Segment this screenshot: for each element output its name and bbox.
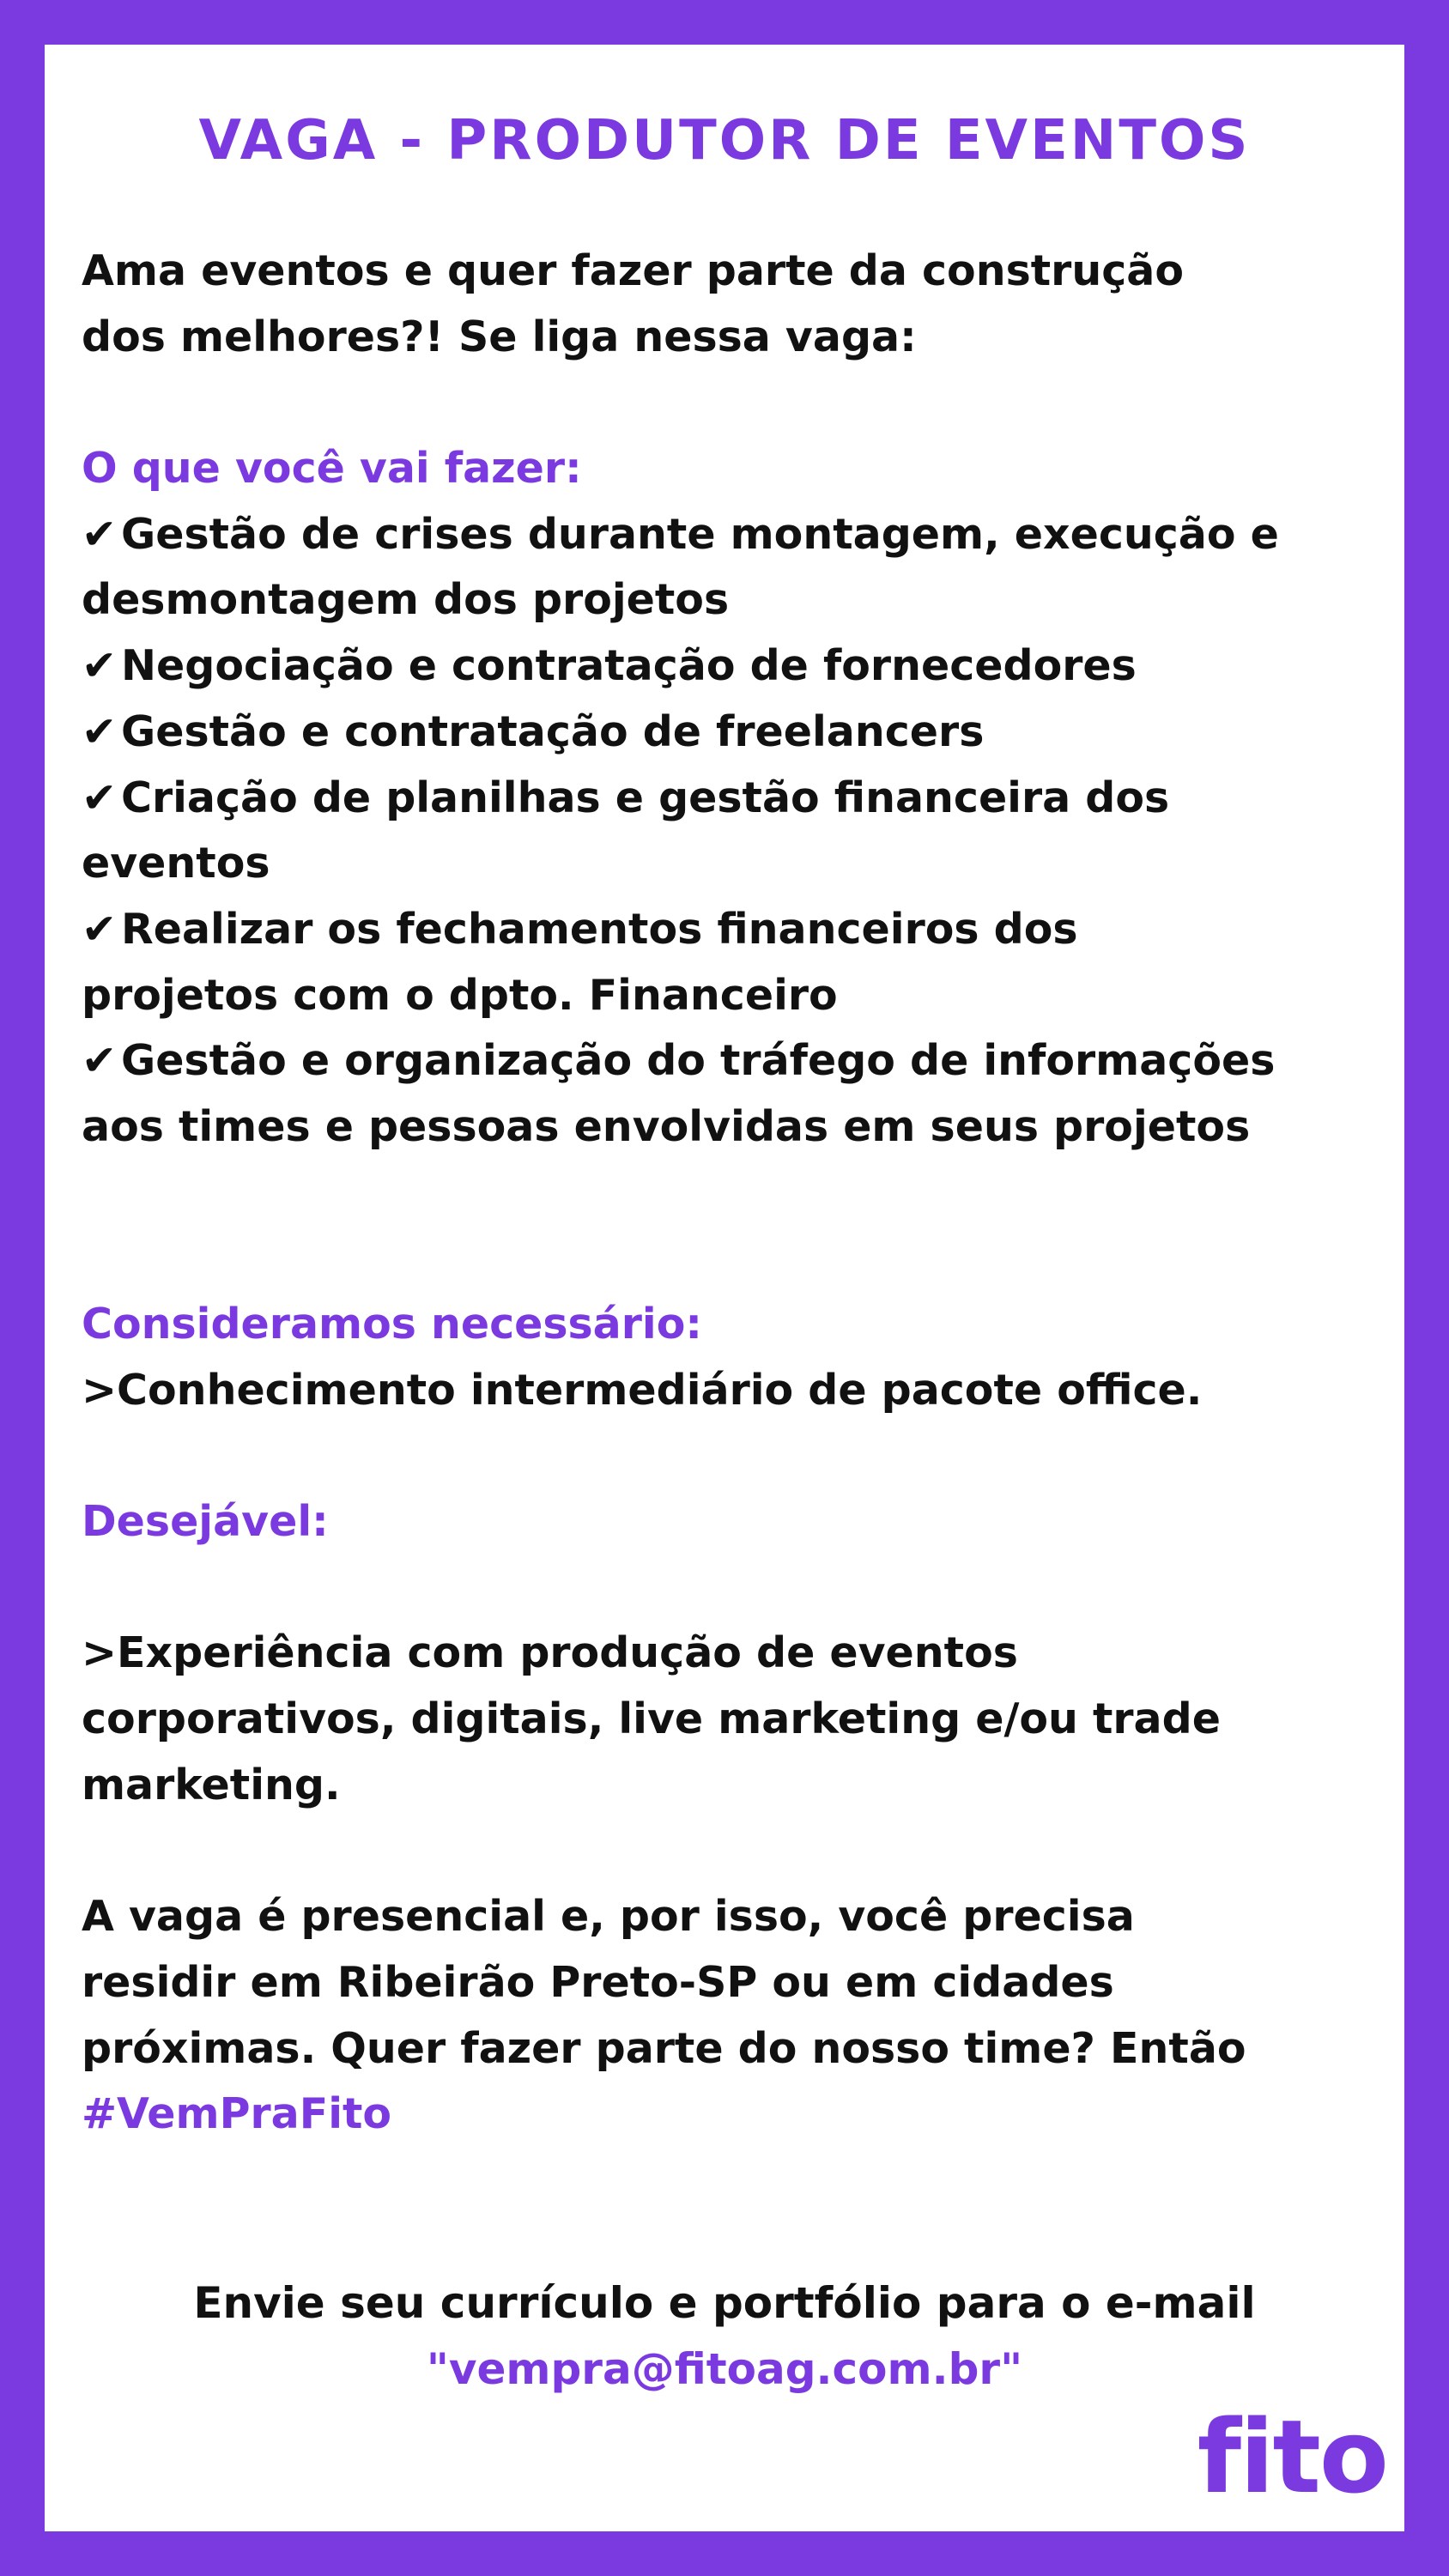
checkmark-icon: ✔ [82,641,118,691]
closing-line-1: A vaga é presencial e, por isso, você precisa [82,1892,1135,1942]
checkmark-icon: ✔ [82,509,118,559]
desirable-line-2: corporativos, digitais, live marketing e/ou trade [82,1694,1221,1744]
required-item: >Conhecimento intermediário de pacote office. [82,1365,1203,1415]
task-text: Negociação e contratação de fornecedores [121,641,1137,691]
task-text: Gestão de crises durante montagem, execução e [121,509,1279,559]
fito-logo: fito [1197,2397,1387,2516]
task-item [82,1028,1386,1094]
task-item-continued: desmontagem dos projetos [82,575,730,625]
closing-line-2: residir em Ribeirão Preto-SP ou em cidades [82,1957,1114,2007]
task-item-continued: eventos [82,839,270,888]
spacer [82,1555,1386,1621]
task-item-continued: aos times e pessoas envolvidas em seus projetos [82,1101,1251,1151]
closing-line-3: próximas. Quer fazer parte do nosso time? Então [82,2023,1246,2073]
task-item [82,897,1386,963]
checkmark-icon: ✔ [82,706,118,756]
task-item [82,502,1386,568]
spacer [82,1423,1386,1489]
spacer [82,1161,1386,1227]
checkmark-icon: ✔ [82,773,118,822]
contact-email[interactable]: "vempra@fitoag.com.br" [426,2343,1023,2394]
checkmark-icon: ✔ [82,1036,118,1086]
task-item [82,766,1386,832]
section-heading-desirable: Desejável: [82,1497,329,1547]
hashtag: #VemPraFito [82,2089,392,2139]
desirable-line-3: marketing. [82,1760,341,1809]
task-text: Gestão e contratação de freelancers [121,706,985,756]
intro-line-2: dos melhores?! Se liga nessa vaga: [82,312,917,361]
task-item-continued: projetos com o dpto. Financeiro [82,970,838,1020]
intro-line-1: Ama eventos e quer fazer parte da construção [82,246,1185,295]
job-post-card [45,45,1404,2531]
task-item [82,700,1386,766]
task-item [82,633,1386,700]
contact-footer [45,2270,1404,2402]
task-text: Gestão e organização do tráfego de informações [121,1036,1276,1086]
task-text: Criação de planilhas e gestão financeira dos [121,773,1170,822]
task-text: Realizar os fechamentos financeiros dos [121,904,1078,954]
section-heading-tasks: O que você vai fazer: [82,444,582,494]
desirable-line-1: >Experiência com produção de eventos [82,1628,1018,1678]
checkmark-icon: ✔ [82,904,118,954]
section-heading-required: Consideramos necessário: [82,1300,702,1349]
contact-instructions: Envie seu currículo e portfólio para o e-mail [193,2278,1256,2328]
page-title: VAGA - PRODUTOR DE EVENTOS [198,109,1251,173]
spacer [82,1819,1386,1885]
spacer [82,1226,1386,1292]
job-description [82,239,1386,2148]
spacer [82,370,1386,436]
